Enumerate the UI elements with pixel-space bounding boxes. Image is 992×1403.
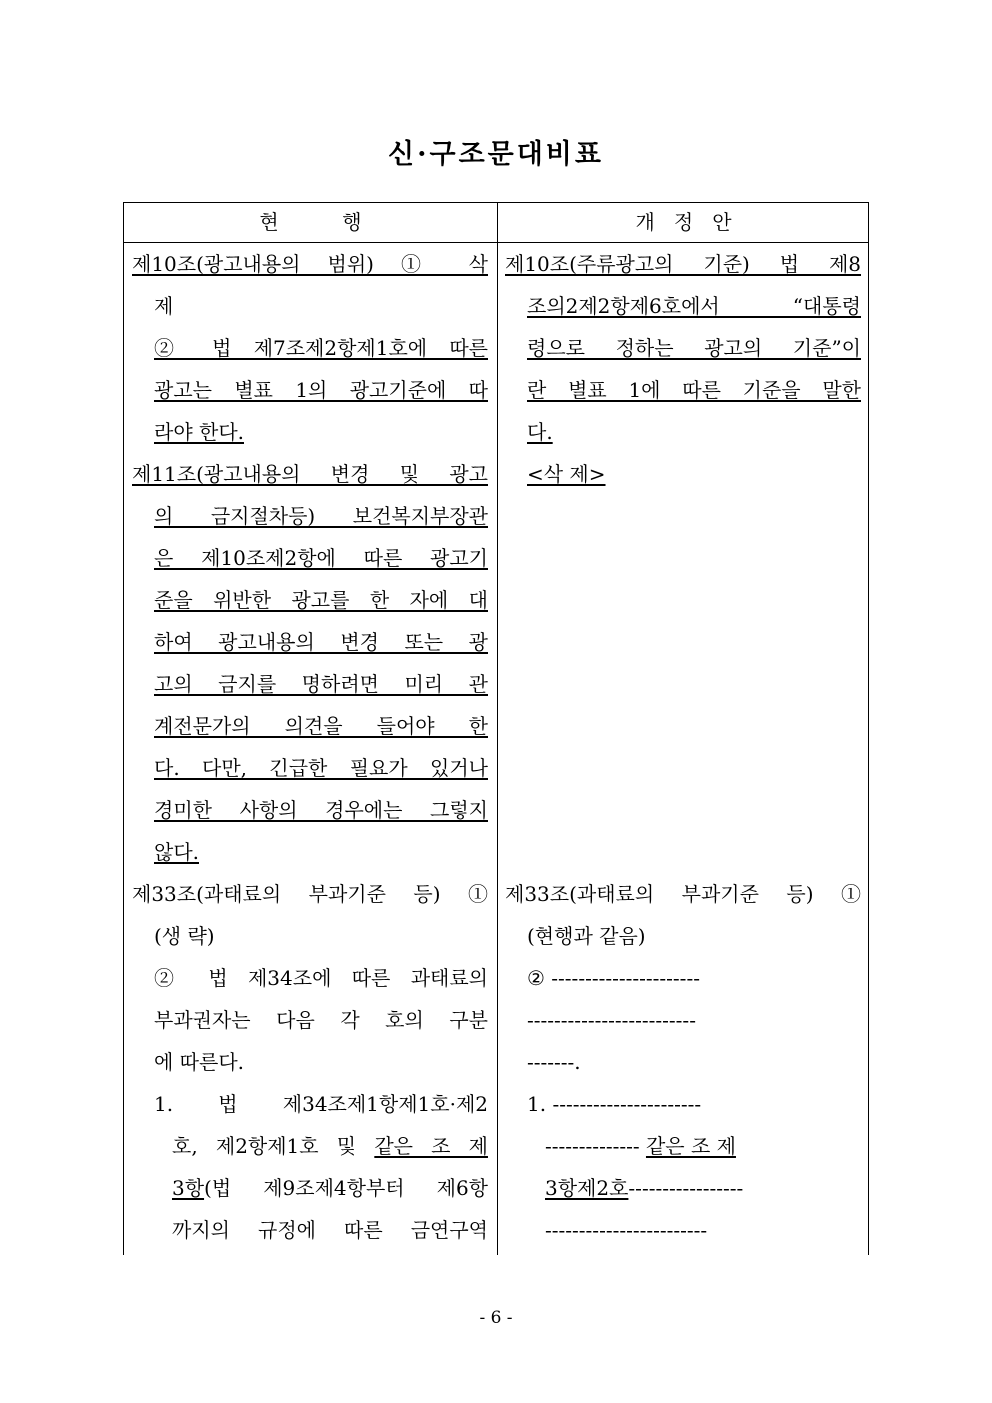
text-line: ② 법 제7조제2항제1호에 따른 xyxy=(154,336,488,360)
proposed-text-column xyxy=(505,243,861,1251)
text-line: -------------- 같은 조 제 xyxy=(545,1134,736,1158)
text-line: ② ---------------------- xyxy=(527,966,700,990)
text-line: 1. 법 제34조제1항제1호·제2 xyxy=(154,1092,488,1116)
text-line: 조의2제2항제6호에서 “대통령 xyxy=(527,294,861,318)
column-divider xyxy=(497,203,498,1255)
text-line: 경미한 사항의 경우에는 그렇지 xyxy=(154,798,488,822)
text-line xyxy=(505,789,861,831)
text-line: 령으로 정하는 광고의 기준”이 xyxy=(527,336,861,360)
text-line xyxy=(505,663,861,705)
text-line: 제33조(과태료의 부과기준 등) ① xyxy=(132,882,488,906)
text-line: 광고는 별표 1의 광고기준에 따 xyxy=(154,378,488,402)
text-line: 란 별표 1에 따른 기준을 말한 xyxy=(527,378,861,402)
text-line xyxy=(505,537,861,579)
comparison-table xyxy=(123,202,869,1255)
text-line: 3항(법 제9조제4항부터 제6항 xyxy=(172,1176,488,1200)
text-line: 라야 한다. xyxy=(154,420,244,444)
text-line: 은 제10조제2항에 따른 광고기 xyxy=(154,546,488,570)
text-line xyxy=(505,579,861,621)
header-proposed: 개 정 안 xyxy=(635,210,732,234)
text-line xyxy=(505,705,861,747)
text-line: 제 xyxy=(154,294,174,318)
text-line xyxy=(505,495,861,537)
current-text-column xyxy=(132,243,488,1251)
text-line: 까지의 규정에 따른 금연구역 xyxy=(172,1218,488,1242)
text-line xyxy=(505,831,861,873)
text-line: 고의 금지를 명하려면 미리 관 xyxy=(154,672,488,696)
text-line: 준을 위반한 광고를 한 자에 대 xyxy=(154,588,488,612)
text-line: (생 략) xyxy=(154,924,215,948)
text-line: 제33조(과태료의 부과기준 등) ① xyxy=(505,882,861,906)
text-line: (현행과 같음) xyxy=(527,924,646,948)
text-line: 에 따른다. xyxy=(154,1050,244,1074)
text-line: -------. xyxy=(527,1050,581,1074)
text-line: 하여 광고내용의 변경 또는 광 xyxy=(154,630,488,654)
text-line: ------------------------- xyxy=(527,1008,696,1032)
text-line: 1. ---------------------- xyxy=(527,1092,702,1116)
text-line: 호, 제2항제1호 및 같은 조 제 xyxy=(172,1134,488,1158)
text-line: 계전문가의 의견을 들어야 한 xyxy=(154,714,488,738)
page-number: - 6 - xyxy=(479,1308,513,1328)
text-line: 다. 다만, 긴급한 필요가 있거나 xyxy=(154,756,488,780)
text-line: ② 법 제34조에 따른 과태료의 xyxy=(154,966,488,990)
text-line: <삭 제> xyxy=(527,462,606,486)
table-header xyxy=(124,203,868,243)
text-line: 3항제2호----------------- xyxy=(545,1176,744,1200)
header-current: 현 행 xyxy=(259,210,362,234)
text-line: 제10조(광고내용의 범위) ① 삭 xyxy=(132,252,488,276)
text-line: ------------------------ xyxy=(545,1218,708,1242)
text-line xyxy=(505,621,861,663)
text-line: 제10조(주류광고의 기준) 법 제8 xyxy=(505,252,861,276)
text-line: 제11조(광고내용의 변경 및 광고 xyxy=(132,462,488,486)
text-line: 의 금지절차등) 보건복지부장관 xyxy=(154,504,488,528)
text-line xyxy=(505,747,861,789)
text-line: 다. xyxy=(527,420,553,444)
text-line: 않다. xyxy=(154,840,199,864)
text-line: 부과권자는 다음 각 호의 구분 xyxy=(154,1008,488,1032)
document-title: 신·구조문대비표 xyxy=(388,139,604,170)
